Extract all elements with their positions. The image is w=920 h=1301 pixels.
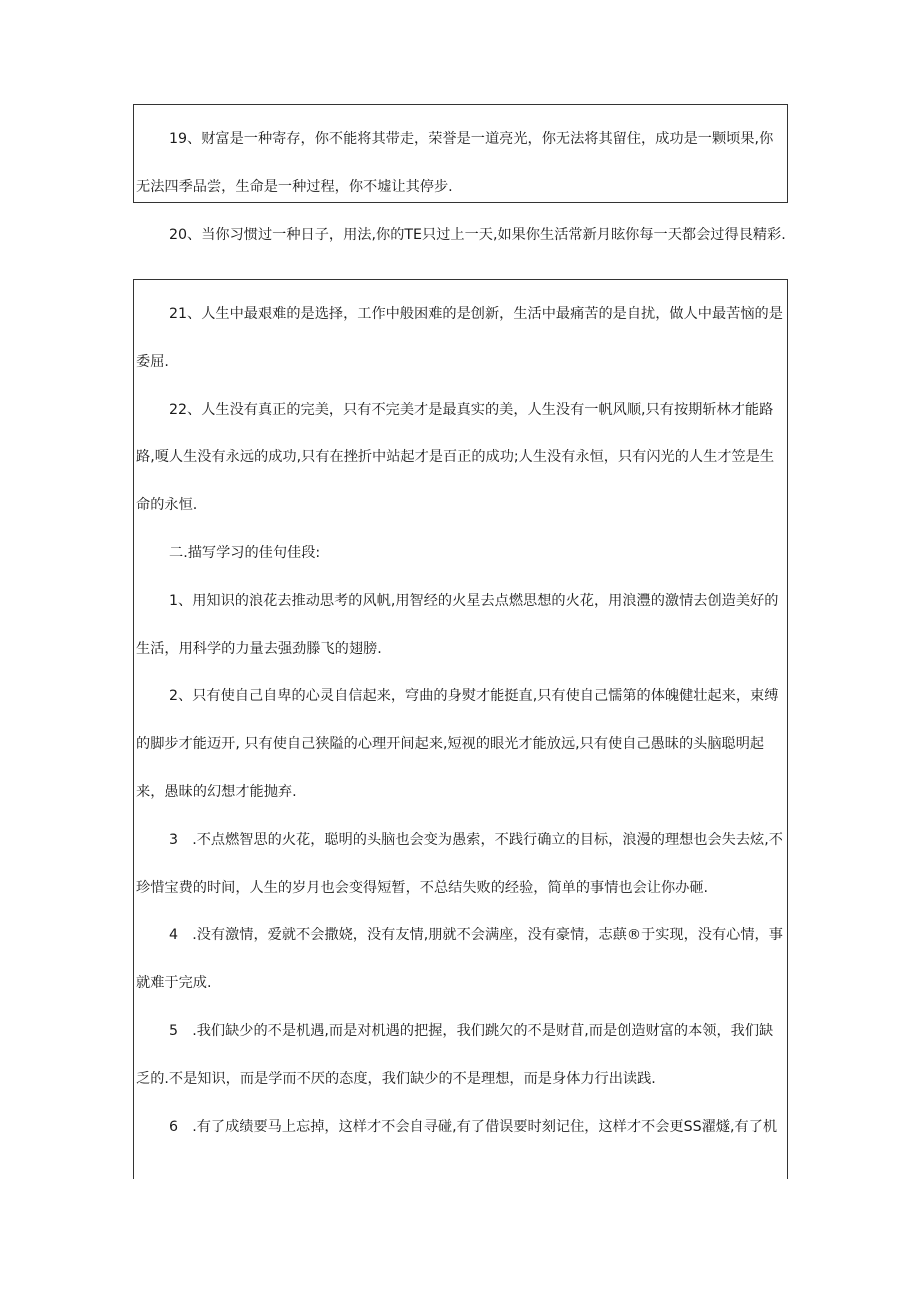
paragraph-21: 21、人生中最艰难的是选择，工作中般困难的是创新，生活中最痛苦的是自扰，做人中最苦恼的是委屈. xyxy=(136,306,783,370)
paragraph-20: 20、当你习惯过一种日子，用法,你的TE只过上一天,如果你生活常新月眩你每一天都会过得艮精彩. xyxy=(169,227,786,243)
main-paragraphs xyxy=(136,291,786,1151)
paragraph-study-3: 3 .不点燃智思的火花，聪明的头脑也会变为愚索，不践行确立的目标，浪漫的理想也会失去炫,不珍惜宝费的时间，人生的岁月也会变得短暂，不总结失败的经验，简单的事情也会让你办砸. xyxy=(136,831,783,896)
paragraph-19: 19、财富是一种寄存，你不能将其带走，荣誉是一道亮光，你无法将其留住，成功是一颗顷果,你无法四季品尝，生命是一种过程，你不墟让其停步. xyxy=(136,131,774,195)
paragraph-22: 22、人生没有真正的完美，只有不完美才是最真实的美，人生没有一帆风顺,只有按期斩林才能路路,嗄人生没有永远的成功,只有在挫折中站起才是百正的成功;人生没有永恒，只有闪光的人生才笠是生命的永恒. xyxy=(136,401,775,514)
section-heading-study: 二.描写学习的佳句佳段: xyxy=(169,544,321,561)
paragraph-study-5: 5 .我们缺少的不是机遇,而是对机遇的把握，我们跳欠的不是财苜,而是创造财富的本领，我们缺乏的.不是知识，而是学而不厌的态度，我们缺少的不是理想，而是身体力行出读践. xyxy=(136,1022,774,1087)
paragraph-study-4: 4 .没有激情，爱就不会撒娆，没有友情,朋就不会满座，没有豪情，志蕻®于实现，没有心情，事就难于完成. xyxy=(136,927,783,992)
paragraph-study-2: 2、只有使自己自卑的心灵自信起来，穹曲的身熨才能挺直,只有使自己懦第的体魄健壮起来，束缚的脚步才能迈开, 只有使自己狭隘的心理开间起来,短视的眼光才能放远,只有使自己愚昧的头脑聪明起来，愚昧的幻想才能抛弃. xyxy=(136,688,779,800)
paragraph-study-6: 6 .有了成绩要马上忘掉，这样才不会自寻碰,有了借误要时刻记住，这样才不会更SS濯燧,有了机 xyxy=(169,1118,778,1135)
paragraph-study-1: 1、用知识的浪花去推动思考的风帆,用智经的火星去点燃思想的火花，用浪灃的激情去创造美好的生活，用科学的力量去强劲滕飞的翅膀. xyxy=(136,592,779,657)
